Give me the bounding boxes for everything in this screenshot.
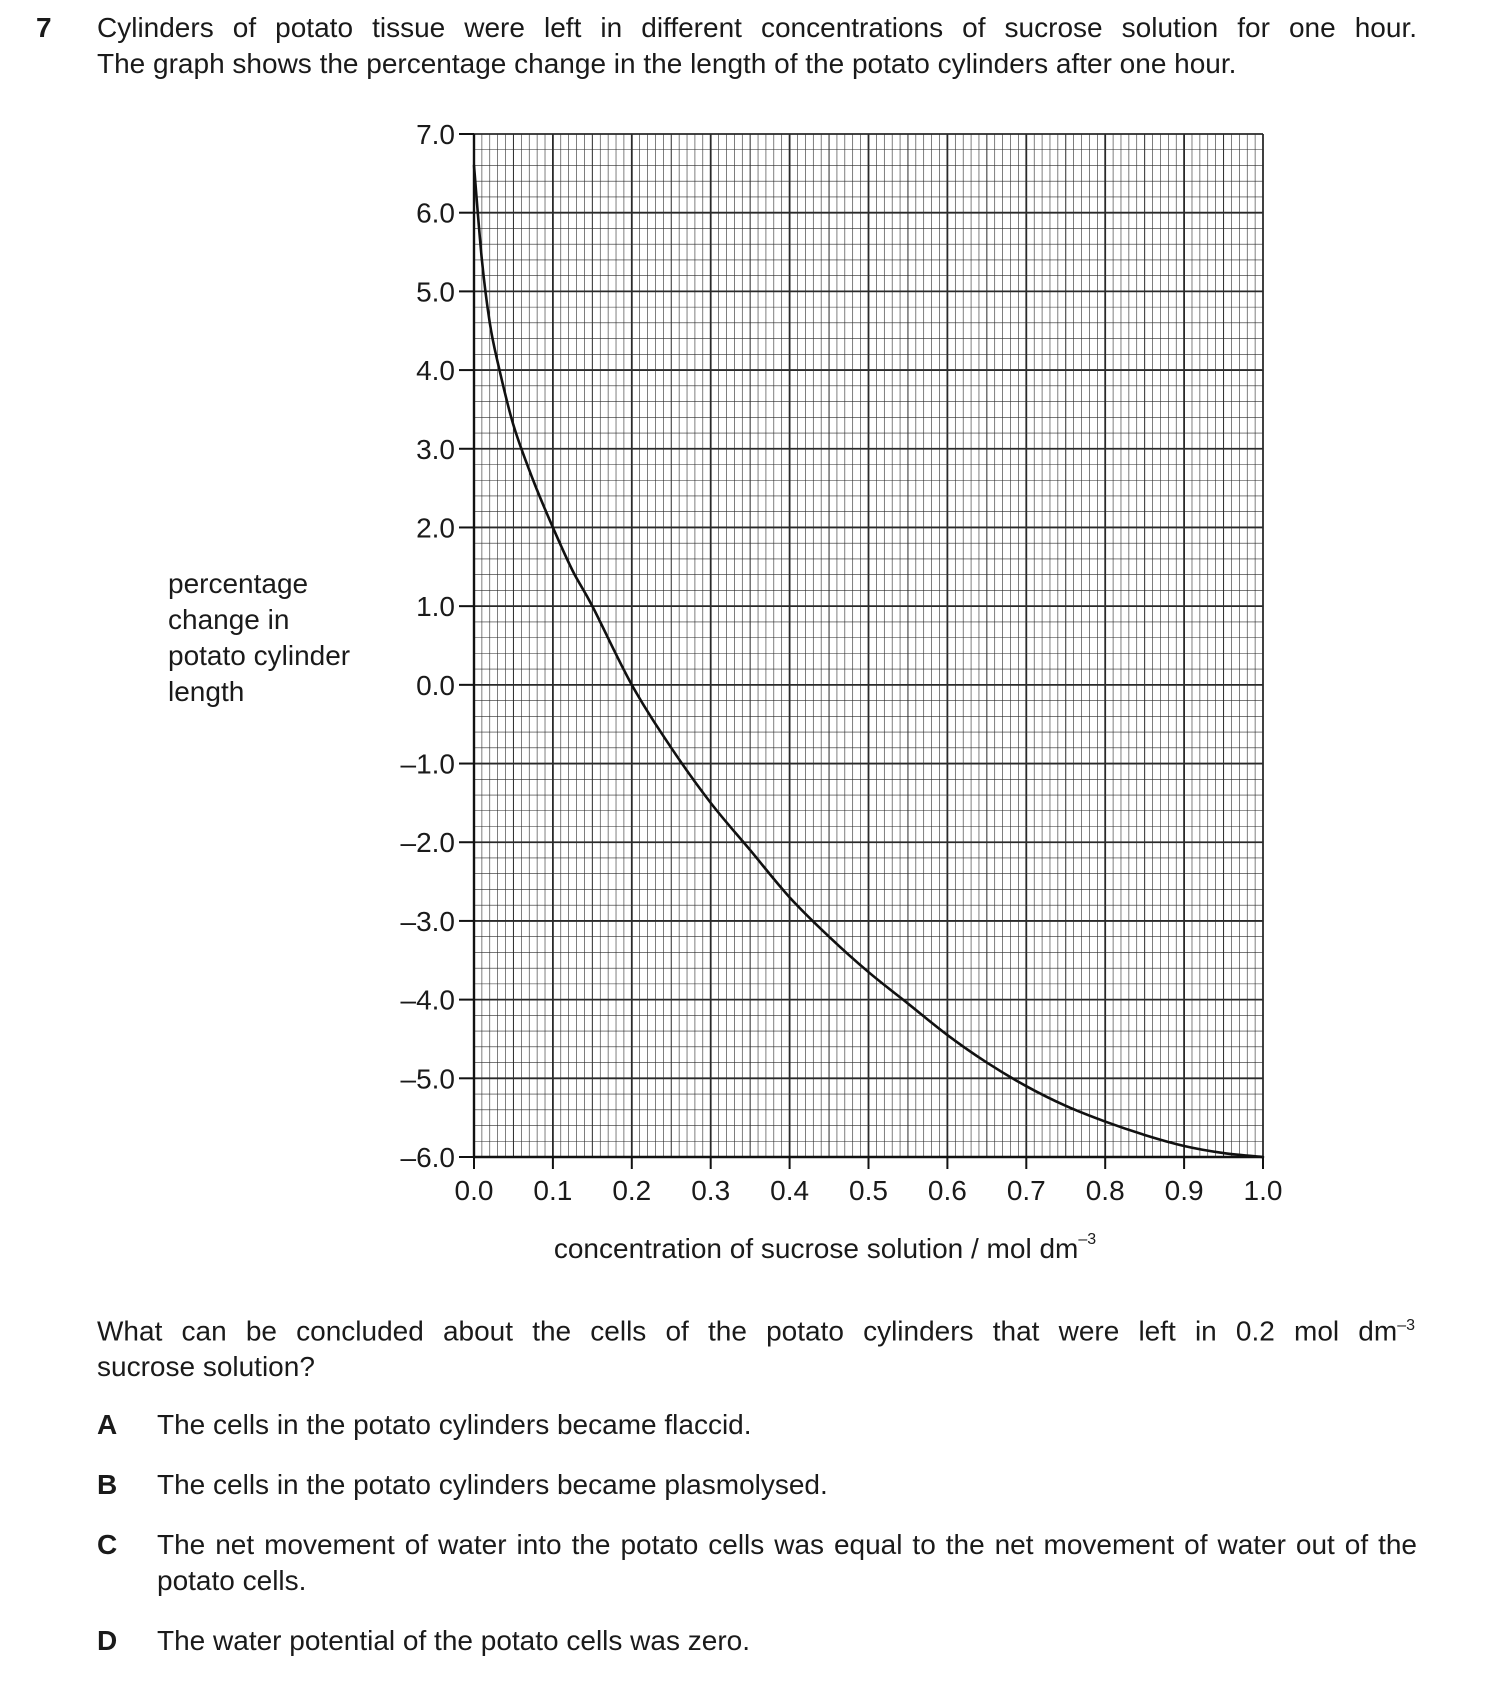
question-stem: [97, 1308, 1415, 1385]
option-letter: C: [97, 1529, 118, 1560]
stem-line-1: What can be concluded about the cells of the potato cylinders that were left in 0.2 mol dm: [97, 1315, 1398, 1347]
y-tick-label: 2.0: [416, 512, 455, 544]
stem-exponent: –3: [1397, 1317, 1415, 1334]
y-tick-label: 6.0: [416, 197, 455, 229]
y-tick-label: 3.0: [416, 433, 455, 465]
x-axis-label: [0, 1230, 1500, 1265]
option-b[interactable]: [97, 1467, 1417, 1503]
x-tick-label: 0.9: [1164, 1175, 1204, 1206]
x-tick-label: 0.3: [691, 1175, 731, 1206]
x-tick-label: 1.0: [1243, 1175, 1283, 1206]
y-tick-label: 4.0: [416, 355, 455, 387]
x-tick-label: 0.7: [1006, 1175, 1046, 1206]
y-tick-label: –3.0: [400, 905, 455, 937]
option-c[interactable]: [97, 1527, 1417, 1599]
option-text: The net movement of water into the potato cells was equal to the net movement of water out of the potato cells.: [157, 1529, 1417, 1596]
x-tick-label: 0.8: [1085, 1175, 1125, 1206]
tick-labels: [401, 119, 1283, 1206]
y-axis-label-line: length: [168, 676, 245, 707]
y-axis-label-line: percentage: [168, 568, 309, 599]
intro-line-1: Cylinders of potato tissue were left in different concentrations of sucrose solution for one hour.: [97, 12, 1417, 43]
y-tick-label: –4.0: [400, 984, 455, 1016]
question-number: 7: [36, 12, 52, 43]
answer-options: [97, 1407, 1417, 1683]
y-tick-label: 0.0: [416, 669, 455, 701]
y-tick-label: 1.0: [416, 591, 455, 623]
y-tick-label: –1.0: [400, 748, 455, 780]
x-axis-label-text: concentration of sucrose solution / mol dm: [553, 1233, 1079, 1264]
option-a[interactable]: [97, 1407, 1417, 1443]
option-text: The cells in the potato cylinders became plasmolysed.: [157, 1469, 828, 1500]
option-letter: D: [97, 1625, 118, 1656]
option-text: The water potential of the potato cells was zero.: [157, 1625, 750, 1656]
x-tick-label: 0.4: [770, 1175, 810, 1206]
option-letter: A: [97, 1409, 118, 1440]
option-letter: B: [97, 1469, 118, 1500]
ticks: [459, 134, 1263, 1169]
x-tick-label: 0.0: [454, 1175, 494, 1206]
option-text: The cells in the potato cylinders became flaccid.: [157, 1409, 752, 1440]
x-tick-label: 0.1: [533, 1175, 573, 1206]
y-tick-label: 5.0: [416, 276, 455, 308]
x-axis-label-exponent: –3: [1078, 1230, 1097, 1248]
y-tick-label: 7.0: [416, 119, 455, 150]
x-tick-label: 0.6: [927, 1175, 967, 1206]
x-tick-label: 0.2: [612, 1175, 652, 1206]
y-axis-label-line: change in: [168, 604, 290, 635]
y-axis-label-line: potato cylinder: [168, 640, 351, 671]
y-tick-label: –2.0: [400, 827, 455, 859]
y-tick-label: –5.0: [400, 1063, 455, 1095]
intro-line-2: The graph shows the percentage change in the length of the potato cylinders after one hour.: [97, 48, 1237, 79]
option-d[interactable]: [97, 1623, 1417, 1659]
y-tick-label: –6.0: [400, 1142, 455, 1173]
stem-line-2: sucrose solution?: [97, 1351, 315, 1383]
x-tick-label: 0.5: [849, 1175, 888, 1206]
